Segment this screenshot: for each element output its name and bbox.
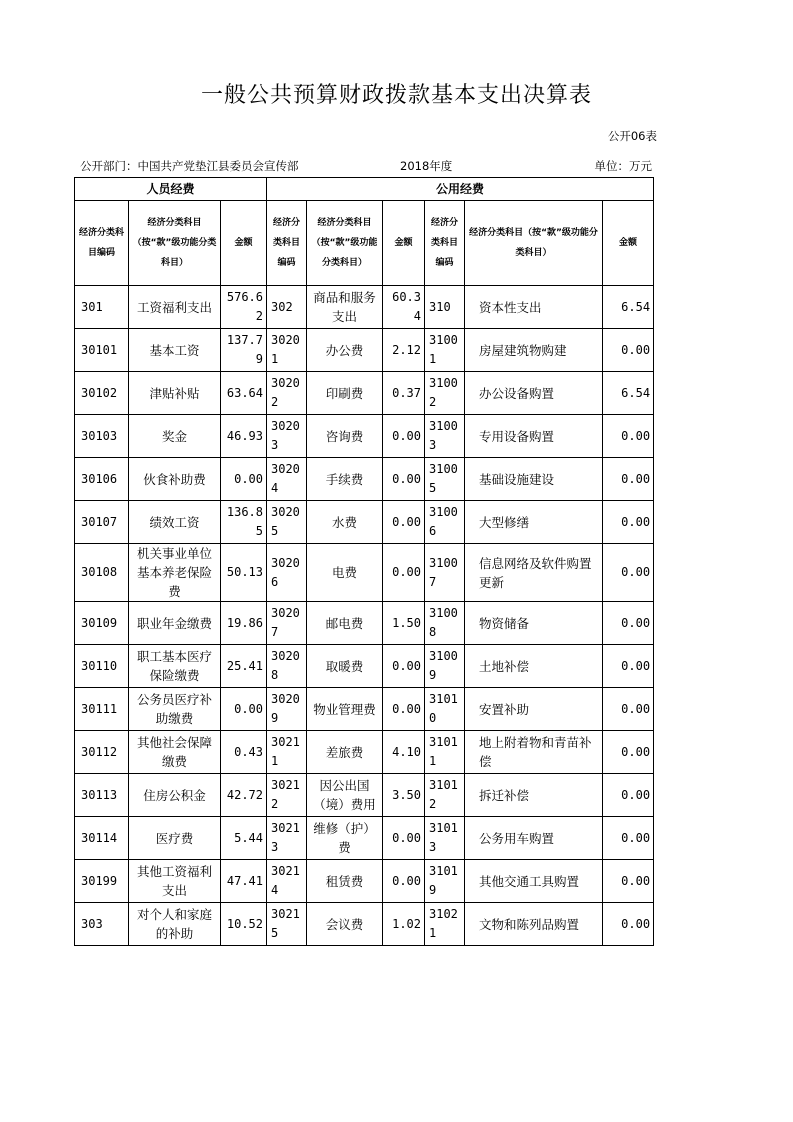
table-row: [75, 602, 654, 645]
personnel-amount-cell: 42.72: [221, 774, 267, 817]
capital-code-cell: 31021: [425, 903, 465, 946]
public-code-cell: 30214: [267, 860, 307, 903]
table-row: [75, 688, 654, 731]
capital-amount-cell: 0.00: [603, 458, 654, 501]
public-amount-cell: 0.00: [383, 860, 425, 903]
table-row: [75, 286, 654, 329]
capital-amount-cell: 0.00: [603, 688, 654, 731]
public-amount-cell: 0.00: [383, 817, 425, 860]
capital-amount-cell: 6.54: [603, 286, 654, 329]
personnel-name-cell: 住房公积金: [129, 774, 221, 817]
page-title: 一般公共预算财政拨款基本支出决算表: [200, 83, 592, 108]
public-name-cell: 物业管理费: [307, 688, 383, 731]
report-meta: [80, 158, 652, 176]
column-header-code-1: 经济分类科目编码: [75, 201, 129, 286]
personnel-name-cell: 机关事业单位基本养老保险费: [129, 544, 221, 602]
capital-code-cell: 31013: [425, 817, 465, 860]
public-name-cell: 电费: [307, 544, 383, 602]
capital-amount-cell: 0.00: [603, 774, 654, 817]
public-amount-cell: 0.37: [383, 372, 425, 415]
public-code-cell: 30206: [267, 544, 307, 602]
capital-amount-cell: 0.00: [603, 544, 654, 602]
column-header-code-2: 经济分类科目编码: [267, 201, 307, 286]
capital-code-cell: 31006: [425, 501, 465, 544]
capital-code-cell: 31009: [425, 645, 465, 688]
column-header-row: [75, 201, 654, 286]
public-amount-cell: 4.10: [383, 731, 425, 774]
personnel-amount-cell: 19.86: [221, 602, 267, 645]
capital-amount-cell: 0.00: [603, 860, 654, 903]
public-amount-cell: 60.34: [383, 286, 425, 329]
personnel-code-cell: 303: [75, 903, 129, 946]
group-header-row: [75, 178, 654, 201]
public-code-cell: 30207: [267, 602, 307, 645]
table-row: [75, 645, 654, 688]
capital-name-cell: 办公设备购置: [465, 372, 603, 415]
public-name-cell: 会议费: [307, 903, 383, 946]
public-code-cell: 30203: [267, 415, 307, 458]
column-header-code-3: 经济分类科目编码: [425, 201, 465, 286]
public-amount-cell: 0.00: [383, 458, 425, 501]
capital-name-cell: 土地补偿: [465, 645, 603, 688]
capital-amount-cell: 0.00: [603, 329, 654, 372]
personnel-name-cell: 对个人和家庭的补助: [129, 903, 221, 946]
personnel-amount-cell: 0.00: [221, 458, 267, 501]
public-name-cell: 办公费: [307, 329, 383, 372]
public-code-cell: 30205: [267, 501, 307, 544]
table-row: [75, 860, 654, 903]
personnel-code-cell: 30199: [75, 860, 129, 903]
capital-amount-cell: 0.00: [603, 602, 654, 645]
personnel-code-cell: 30113: [75, 774, 129, 817]
public-name-cell: 手续费: [307, 458, 383, 501]
capital-name-cell: 信息网络及软件购置更新: [465, 544, 603, 602]
public-code-cell: 30204: [267, 458, 307, 501]
personnel-code-cell: 30106: [75, 458, 129, 501]
personnel-amount-cell: 46.93: [221, 415, 267, 458]
capital-amount-cell: 0.00: [603, 501, 654, 544]
public-name-cell: 咨询费: [307, 415, 383, 458]
public-name-cell: 因公出国（境）费用: [307, 774, 383, 817]
table-row: [75, 817, 654, 860]
personnel-amount-cell: 10.52: [221, 903, 267, 946]
personnel-name-cell: 奖金: [129, 415, 221, 458]
public-name-cell: 差旅费: [307, 731, 383, 774]
public-name-cell: 维修（护）费: [307, 817, 383, 860]
personnel-code-cell: 301: [75, 286, 129, 329]
personnel-code-cell: 30109: [75, 602, 129, 645]
capital-code-cell: 31007: [425, 544, 465, 602]
capital-name-cell: 物资储备: [465, 602, 603, 645]
capital-code-cell: 31019: [425, 860, 465, 903]
column-header-name-1: 经济分类科目（按“款”级功能分类科目）: [129, 201, 221, 286]
public-amount-cell: 1.50: [383, 602, 425, 645]
capital-code-cell: 31011: [425, 731, 465, 774]
capital-amount-cell: 0.00: [603, 903, 654, 946]
personnel-code-cell: 30101: [75, 329, 129, 372]
capital-code-cell: 31003: [425, 415, 465, 458]
table-row: [75, 774, 654, 817]
capital-name-cell: 大型修缮: [465, 501, 603, 544]
personnel-name-cell: 职工基本医疗保险缴费: [129, 645, 221, 688]
capital-name-cell: 基础设施建设: [465, 458, 603, 501]
department-label: 公开部门：中国共产党垫江县委员会宣传部: [80, 159, 299, 173]
personnel-amount-cell: 25.41: [221, 645, 267, 688]
personnel-code-cell: 30102: [75, 372, 129, 415]
public-amount-cell: 0.00: [383, 415, 425, 458]
public-amount-cell: 2.12: [383, 329, 425, 372]
personnel-code-cell: 30107: [75, 501, 129, 544]
public-amount-cell: 0.00: [383, 645, 425, 688]
table-row: [75, 415, 654, 458]
personnel-amount-cell: 5.44: [221, 817, 267, 860]
personnel-amount-cell: 47.41: [221, 860, 267, 903]
year-label: 2018年度: [400, 159, 453, 173]
public-code-cell: 30201: [267, 329, 307, 372]
public-code-cell: 30215: [267, 903, 307, 946]
capital-amount-cell: 6.54: [603, 372, 654, 415]
personnel-amount-cell: 0.43: [221, 731, 267, 774]
personnel-name-cell: 公务员医疗补助缴费: [129, 688, 221, 731]
public-code-cell: 30208: [267, 645, 307, 688]
personnel-code-cell: 30114: [75, 817, 129, 860]
unit-label: 单位：万元: [594, 159, 652, 173]
expenditure-table: [74, 177, 654, 946]
capital-name-cell: 拆迁补偿: [465, 774, 603, 817]
capital-name-cell: 安置补助: [465, 688, 603, 731]
capital-code-cell: 310: [425, 286, 465, 329]
public-code-cell: 302: [267, 286, 307, 329]
public-code-cell: 30213: [267, 817, 307, 860]
personnel-amount-cell: 137.79: [221, 329, 267, 372]
personnel-amount-cell: 50.13: [221, 544, 267, 602]
personnel-name-cell: 其他工资福利支出: [129, 860, 221, 903]
capital-code-cell: 31001: [425, 329, 465, 372]
public-code-cell: 30202: [267, 372, 307, 415]
column-header-amount-2: 金额: [383, 201, 425, 286]
public-code-cell: 30212: [267, 774, 307, 817]
capital-code-cell: 31005: [425, 458, 465, 501]
personnel-amount-cell: 576.62: [221, 286, 267, 329]
capital-name-cell: 公务用车购置: [465, 817, 603, 860]
public-name-cell: 取暖费: [307, 645, 383, 688]
capital-name-cell: 文物和陈列品购置: [465, 903, 603, 946]
personnel-code-cell: 30108: [75, 544, 129, 602]
personnel-name-cell: 津贴补贴: [129, 372, 221, 415]
table-row: [75, 544, 654, 602]
personnel-code-cell: 30112: [75, 731, 129, 774]
capital-name-cell: 资本性支出: [465, 286, 603, 329]
capital-amount-cell: 0.00: [603, 415, 654, 458]
public-code-cell: 30209: [267, 688, 307, 731]
capital-code-cell: 31002: [425, 372, 465, 415]
public-name-cell: 商品和服务支出: [307, 286, 383, 329]
public-name-cell: 印刷费: [307, 372, 383, 415]
capital-amount-cell: 0.00: [603, 731, 654, 774]
capital-code-cell: 31010: [425, 688, 465, 731]
public-group-header: 公用经费: [267, 178, 654, 201]
public-amount-cell: 1.02: [383, 903, 425, 946]
public-name-cell: 租赁费: [307, 860, 383, 903]
table-number: 公开06表: [607, 129, 657, 143]
capital-code-cell: 31012: [425, 774, 465, 817]
capital-code-cell: 31008: [425, 602, 465, 645]
public-amount-cell: 0.00: [383, 544, 425, 602]
capital-name-cell: 专用设备购置: [465, 415, 603, 458]
public-amount-cell: 3.50: [383, 774, 425, 817]
personnel-name-cell: 基本工资: [129, 329, 221, 372]
column-header-name-2: 经济分类科目（按“款”级功能分类科目）: [307, 201, 383, 286]
personnel-group-header: 人员经费: [75, 178, 267, 201]
personnel-name-cell: 职业年金缴费: [129, 602, 221, 645]
table-row: [75, 903, 654, 946]
personnel-name-cell: 工资福利支出: [129, 286, 221, 329]
table-row: [75, 458, 654, 501]
column-header-amount-1: 金额: [221, 201, 267, 286]
capital-name-cell: 其他交通工具购置: [465, 860, 603, 903]
public-amount-cell: 0.00: [383, 688, 425, 731]
table-row: [75, 501, 654, 544]
capital-amount-cell: 0.00: [603, 645, 654, 688]
public-code-cell: 30211: [267, 731, 307, 774]
personnel-code-cell: 30111: [75, 688, 129, 731]
personnel-amount-cell: 0.00: [221, 688, 267, 731]
table-row: [75, 372, 654, 415]
personnel-name-cell: 伙食补助费: [129, 458, 221, 501]
personnel-name-cell: 其他社会保障缴费: [129, 731, 221, 774]
capital-name-cell: 房屋建筑物购建: [465, 329, 603, 372]
public-name-cell: 水费: [307, 501, 383, 544]
public-amount-cell: 0.00: [383, 501, 425, 544]
personnel-code-cell: 30103: [75, 415, 129, 458]
column-header-name-3: 经济分类科目（按“款”级功能分类科目）: [465, 201, 603, 286]
table-row: [75, 329, 654, 372]
personnel-amount-cell: 63.64: [221, 372, 267, 415]
personnel-amount-cell: 136.85: [221, 501, 267, 544]
personnel-name-cell: 医疗费: [129, 817, 221, 860]
public-name-cell: 邮电费: [307, 602, 383, 645]
column-header-amount-3: 金额: [603, 201, 654, 286]
capital-amount-cell: 0.00: [603, 817, 654, 860]
personnel-code-cell: 30110: [75, 645, 129, 688]
capital-name-cell: 地上附着物和青苗补偿: [465, 731, 603, 774]
personnel-name-cell: 绩效工资: [129, 501, 221, 544]
table-row: [75, 731, 654, 774]
table-body: [75, 286, 654, 946]
